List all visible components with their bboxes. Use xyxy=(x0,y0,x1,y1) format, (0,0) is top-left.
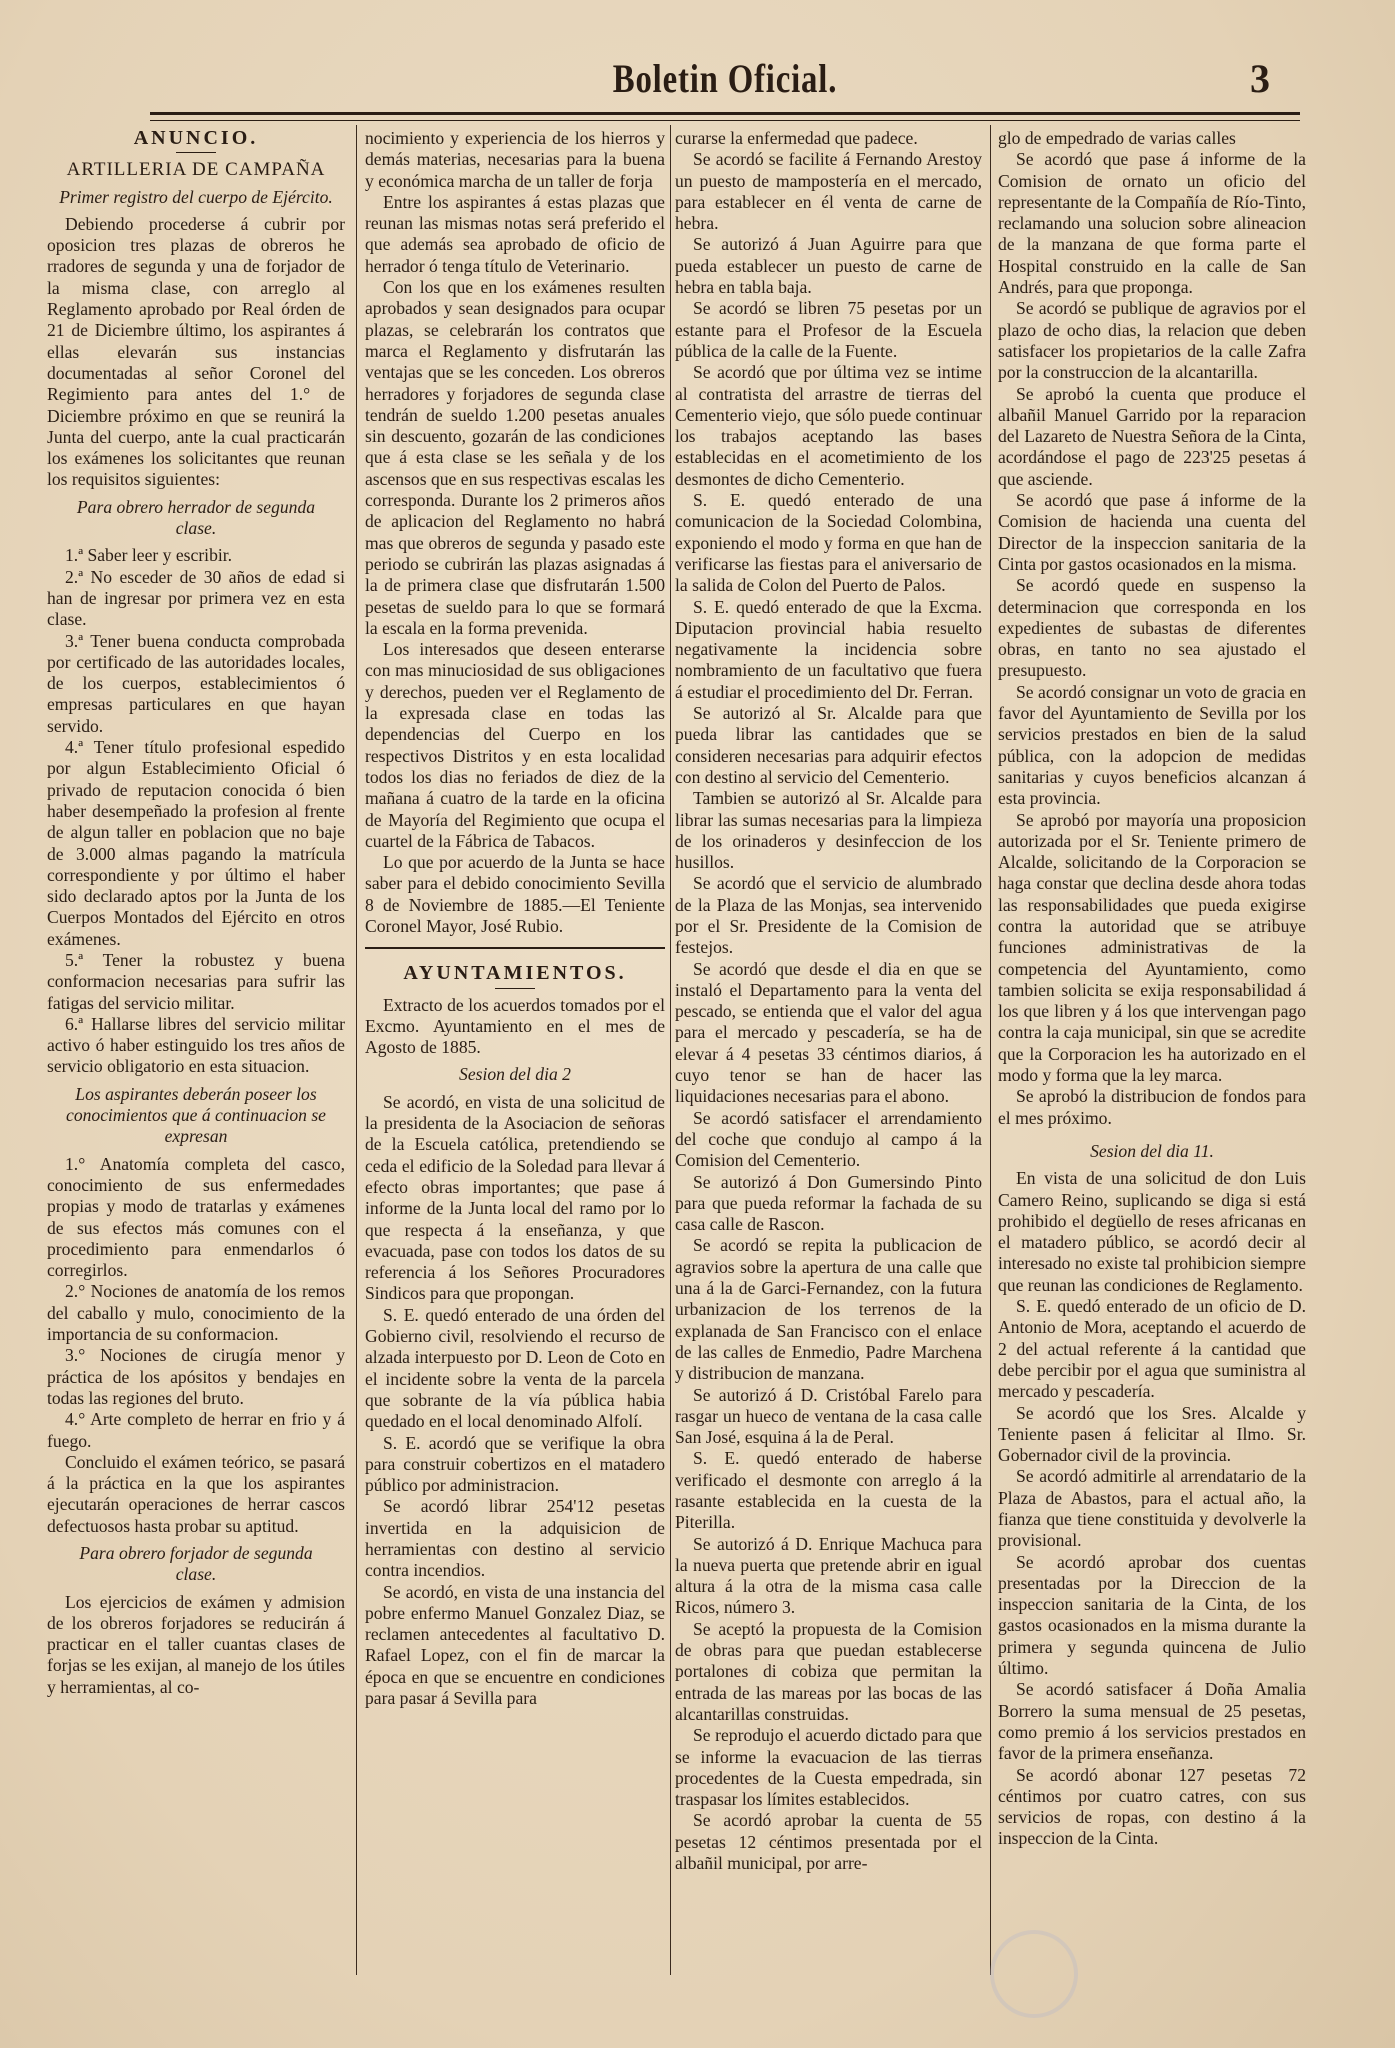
paragraph: Se aprobó la distribucion de fondos para el mes próximo. xyxy=(998,1086,1306,1128)
paragraph: Los interesados que deseen enterarse con mas minuciosidad de sus obligaciones y derechos, pueden ver el Reglamento de la expresada clase en todas las dependencias del Cuerpo en los respectivos Distritos y en esta localidad todos los dias no feriados de diez de la mañana á cuatro de la tarde en la oficina de Mayoría del Regimiento que ocupa el cuartel de la Fábrica de Tabacos. xyxy=(365,639,665,851)
paragraph: Con los que en los exámenes resulten aprobados y sean designados para ocupar plazas, se celebrarán los contratos que marca el Reglamento y disfrutarán las ventajas que se les conceden. Los obreros herradores y forjadores de segunda clase tendrán de sueldo 1.200 pesetas anuales sin descuento, gozarán de las condiciones que á esta clase se les señala y de los ascensos que en sus respectivas escalas les corresponda. Durante los 2 primeros años de aplicacion del Reglamento no habrá mas que obreros de segunda y pasado este periodo se cubrirán las plazas asignadas á la de primera clase que disfrutarán 1.500 pesetas de sueldo para lo que se formará la escala en la forma prevenida. xyxy=(365,277,665,638)
paragraph: Se acordó aprobar la cuenta de 55 pesetas 12 céntimos presentada por el albañil municipal, por arre- xyxy=(675,1810,982,1874)
paragraph: Concluido el exámen teórico, se pasará á la práctica en la que los aspirantes ejecutarán operaciones de herrar cascos defectuosos hasta probar su aptitud. xyxy=(47,1451,345,1536)
knowledge-item: 1.° Anatomía completa del casco, conocimiento de sus enfermedades propias y modo de tratarlas y exámenes de sus efectos más comunes con el procedimiento para enmendarlos ó corregirlos. xyxy=(47,1153,345,1281)
paragraph: Entre los aspirantes á estas plazas que reunan las mismas notas será preferido el que además sea aprobado de oficio de herrador ó tenga título de Veterinario. xyxy=(365,191,665,276)
paragraph: Se acordó admitirle al arrendatario de la Plaza de Abastos, para el actual año, la fianza que tiene constituida y devolverle la provisional. xyxy=(998,1466,1306,1551)
knowledge-item: 4.° Arte completo de herrar en frio y á fuego. xyxy=(47,1409,345,1451)
requirement-item: 4.ª Tener título profesional espedido por algun Establecimiento Oficial ó privado de reputacion conocida ó bien haber desempeñado la profesion al frente de algun taller en poblacion que no baje de 3.000 almas pagando la matrícula correspondiente y por último el haber sido declarado aptos por la Junta de los Cuerpos Montados del Ejército en otros exámenes. xyxy=(47,737,345,949)
paragraph: Se autorizó á D. Enrique Machuca para la nueva puerta que pretende abrir en igual altura á la otra de la misma casa calle Ricos, número 3. xyxy=(675,1533,982,1618)
paragraph: Se acordó se libren 75 pesetas por un estante para el Profesor de la Escuela pública de la calle de la Fuente. xyxy=(675,298,982,361)
paragraph: S. E. quedó enterado de una comunicacion de la Sociedad Colombina, exponiendo el modo y forma en que han de verificarse las fiestas para el aniversario de la salida de Colon del Puerto de Palos. xyxy=(675,490,982,596)
knowledge-item: 2.° Nociones de anatomía de los remos del caballo y mulo, conocimiento de la importancia de su conformacion. xyxy=(47,1281,345,1345)
announcement-heading: ANUNCIO. xyxy=(133,128,259,149)
paragraph: Se acordó satisfacer á Doña Amalia Borrero la suma mensual de 25 pesetas, como premio á los servicios prestados en favor de la primera enseñanza. xyxy=(998,1679,1306,1764)
column-2 xyxy=(365,128,665,1968)
extract-intro: Extracto de los acuerdos tomados por el Excmo. Ayuntamiento en el mes de Agosto de 1885. xyxy=(365,994,665,1058)
paragraph: Se acordó librar 254'12 pesetas invertida en la adquisicion de herramientas con destino al servicio contra incendios. xyxy=(365,1496,665,1581)
paragraph: Se acordó que el servicio de alumbrado de la Plaza de las Monjas, sea intervenido por el Sr. Presidente de la Comision de festejos. xyxy=(675,873,982,958)
paragraph: Se autorizó á Don Gumersindo Pinto para que pueda reformar la fachada de su casa calle de Rascon. xyxy=(675,1171,982,1235)
paragraph: Se reprodujo el acuerdo dictado para que se informe la evacuacion de las tierras procedentes de la Cuesta empedrada, sin traspasar los límites establecidos. xyxy=(675,1725,982,1810)
column-3 xyxy=(675,128,982,1968)
masthead xyxy=(150,55,1300,110)
signature-paragraph: Lo que por acuerdo de la Junta se hace saber para el debido conocimiento Sevilla 8 de Noviembre de 1885.—El Teniente Coronel Mayor, José Rubio. xyxy=(365,852,665,936)
masthead-rule xyxy=(150,112,1300,121)
requirement-item: 1.ª Saber leer y escribir. xyxy=(65,545,233,566)
section-title: Para obrero herrador de segunda clase. xyxy=(76,496,316,539)
paragraph: Se acordó que desde el dia en que se instaló el Departamento para la venta del pescado, se entienda que el valor del agua para el mercado y pescadería, se ha de elevar á 4 pesetas 33 céntimos diarios, á cuyo tenor se han de hacer las liquidaciones necesarias para el abono. xyxy=(675,958,982,1107)
page-number: 3 xyxy=(1250,56,1270,101)
announcement-subheading: ARTILLERIA DE CAMPAÑA xyxy=(66,159,326,181)
paragraph: S. E. acordó que se verifique la obra para construir cobertizos en el matadero público por administracion. xyxy=(365,1432,665,1496)
paragraph: Se acordó satisfacer el arrendamiento del coche que condujo al campo á la Comision del Cementerio. xyxy=(675,1107,982,1171)
column-divider xyxy=(356,125,357,1975)
paragraph: Se acordó quede en suspenso la determinacion que corresponda en los expedientes de subastas de diferentes obras, en tanto no sea ajustado el presupuesto. xyxy=(998,575,1306,681)
paragraph: Se acordó que pase á informe de la Comision de ornato un oficio del representante de la Compañía de Río-Tinto, reclamando una solucion sobre alineacion de la manzana de que forma parte el Hospital construido en la calle de San Andrés, para que proponga. xyxy=(998,149,1306,298)
requirement-item: 5.ª Tener la robustez y buena conformacion necesarias para sufrir las fatigas del servicio militar. xyxy=(47,949,345,1013)
paragraph: Se acordó se repita la publicacion de agravios sobre la apertura de una calle que una á la de Garci-Fernandez, con la futura urbanizacion de los terrenos de la explanada de San Francisco con el enlace de las calles de Enmedio, Padre Marchena y distribucion de manzana. xyxy=(675,1235,982,1384)
paragraph: Se acordó aprobar dos cuentas presentadas por la Direccion de la inspeccion sanitaria de la Cinta, de los gastos ocasionados en la misma durante la primera y segunda quincena de Julio último. xyxy=(998,1551,1306,1679)
paragraph: Se acordó, en vista de una instancia del pobre enfermo Manuel Gonzalez Diaz, se reclamen antecedentes al facultativo D. Rafael Lopez, con el fin de marcar la época en que se encuentre en condiciones para pasar á Sevilla para xyxy=(365,1581,665,1709)
column-1 xyxy=(47,128,345,1968)
column-divider xyxy=(670,125,671,1975)
paragraph: Se aceptó la propuesta de la Comision de obras para que puedan establecerse portalones di cobiza que permitan la entrada de las mareas por las bocas de las alcantarillas construidas. xyxy=(675,1618,982,1724)
paragraph: Se acordó se publique de agravios por el plazo de ocho dias, la relacion que deben satisfacer los propietarios de la calle Zafra por la construccion de la alcantarilla. xyxy=(998,298,1306,383)
paragraph: nocimiento y experiencia de los hierros y demás materias, necesarias para la buena y económica marcha de un taller de forja xyxy=(365,128,665,191)
requirement-item: 3.ª Tener buena conducta comprobada por certificado de las autoridades locales, de los cuerpos, establecimientos ó empresas particulares en que hayan servido. xyxy=(47,630,345,736)
column-divider xyxy=(990,125,991,1975)
paragraph: Se aprobó por mayoría una proposicion autorizada por el Sr. Teniente primero de Alcalde, solicitando de la Corporacion se haga constar que declina desde ahora todas las responsabilidades que pueda exigirse contra la autoridad que se atribuye funciones administrativas de la competencia del Ayuntamiento, como tambien solicita se exija responsabilidad á los que libren y á los que intervengan pago contra la caja municipal, sin que se acredite que la Corporacion les ha autorizado en el modo y forma que la ley marca. xyxy=(998,809,1306,1086)
session-title: Sesion del dia 11. xyxy=(1090,1140,1214,1161)
paragraph: S. E. quedó enterado de una órden del Gobierno civil, resolviendo el recurso de alzada interpuesto por D. Leon de Coto en el incidente sobre la venta de la parcela que sobrante de la vía pública habia quedado en el local denominado Alfolí. xyxy=(365,1304,665,1432)
short-rule xyxy=(495,988,535,989)
section-rule xyxy=(365,947,665,949)
requirement-item: 2.ª No esceder de 30 años de edad si han de ingresar por primera vez en esta clase. xyxy=(47,566,345,630)
paragraph: Se autorizó á Juan Aguirre para que pueda establecer un puesto de carne de hebra en tabla baja. xyxy=(675,234,982,298)
paragraph: Se acordó abonar 127 pesetas 72 céntimos por cuatro catres, con sus servicios de ropas, con destino á la inspeccion de la Cinta. xyxy=(998,1764,1306,1849)
paragraph: Se acordó que los Sres. Alcalde y Teniente pasen á felicitar al Ilmo. Sr. Gobernador civil de la provincia. xyxy=(998,1402,1306,1466)
paragraph: Se acordó que por última vez se intime al contratista del arrastre de tierras del Cementerio viejo, que sólo puede continuar los trabajos aceptando las bases establecidas en el acometimiento de los desmontes de dicho Cementerio. xyxy=(675,362,982,489)
announcement-subtitle: Primer registro del cuerpo de Ejército. xyxy=(59,186,333,207)
paragraph: Se acordó que pase á informe de la Comision de hacienda una cuenta del Director de la inspeccion sanitaria de la Cinta por gastos ocasionados en la misma. xyxy=(998,490,1306,574)
paragraph: Los ejercicios de exámen y admision de los obreros forjadores se reducirán á practicar en el taller cuantas clases de forjas se les exijan, al manejo de los útiles y herramientas, al co- xyxy=(47,1591,345,1697)
publication-title: Boletin Oficial. xyxy=(612,56,838,101)
ayuntamientos-heading: AYUNTAMIENTOS. xyxy=(403,962,627,985)
paragraph: Debiendo procederse á cubrir por oposicion tres plazas de obreros he rradores de segunda y una de forjador de la misma clase, con arreglo al Reglamento aprobado por Real órden de 21 de Diciembre último, los aspirantes á ellas elevarán sus instancias documentadas al señor Coronel del Regimiento para antes del 1.° de Diciembre próximo en que se reunirá la Junta del cuerpo, ante la cual practicarán los exámenes los solicitantes que reunan los requisitos siguientes: xyxy=(47,213,345,490)
section-title: Los aspirantes deberán poseer los conocimientos que á continuacion se expresan xyxy=(66,1083,326,1147)
paragraph: glo de empedrado de varias calles xyxy=(998,128,1236,148)
seal-icon xyxy=(990,1930,1078,2018)
paragraph: Se acordó consignar un voto de gracia en favor del Ayuntamiento de Sevilla por los servicios prestados en bien de la salud pública, con la adopcion de medidas sanitarias y cuyos beneficios alcanzan á esta provincia. xyxy=(998,681,1306,809)
knowledge-item: 3.° Nociones de cirugía menor y práctica de los apósitos y bendajes en todas las regiones del bruto. xyxy=(47,1345,345,1408)
paragraph: Se aprobó la cuenta que produce el albañil Manuel Garrido por la reparacion del Lazareto de Nuestra Señora de la Cinta, acordándose el pago de 223'25 pesetas á que asciende. xyxy=(998,383,1306,489)
paragraph: S. E. quedó enterado de un oficio de D. Antonio de Mora, aceptando el acuerdo de 2 del actual referente á la cantidad que debe percibir por el agua que suministra al mercado y pescadería. xyxy=(998,1296,1306,1402)
paragraph: Se autorizó al Sr. Alcalde para que pueda librar las cantidades que se consideren necesarias para adquirir efectos con destino al servicio del Cementerio. xyxy=(675,703,982,787)
archive-watermark xyxy=(990,1930,1320,2020)
section-title: Para obrero forjador de segunda clase. xyxy=(79,1543,313,1585)
paragraph: Se acordó, en vista de una solicitud de la presidenta de la Asociacion de señoras de la Escuela católica, pretendiendo se ceda el edificio de la Soledad para llevar á efecto obras importantes; que pase á informe de la Junta local del ramo por lo que respecta á la enseñanza, y que evacuada, pase con todos los datos de su referencia á los Señores Procuradores Sindicos para que propongan. xyxy=(365,1091,665,1304)
paragraph: S. E. quedó enterado de que la Excma. Diputacion provincial habia resuelto negativamente la incidencia sobre nombramiento de un facultativo que fuera á estudiar el procedimiento del Dr. Ferran. xyxy=(675,596,982,702)
column-4 xyxy=(998,128,1306,1968)
paragraph: curarse la enfermedad que padece. xyxy=(675,128,918,148)
paragraph: Se autorizó á D. Cristóbal Farelo para rasgar un hueco de ventana de la casa calle San José, esquina á la de Peral. xyxy=(675,1384,982,1448)
paragraph: En vista de una solicitud de don Luis Camero Reino, suplicando se diga si está prohibido el degüello de reses africanas en el matadero público, se acordó decir al interesado no existe tal prohibicion siempre que reunan las condiciones de Reglamento. xyxy=(998,1168,1306,1295)
paragraph: Se acordó se facilite á Fernando Arestoy un puesto de mampostería en el mercado, para establecer en él venta de carne de hebra. xyxy=(675,149,982,234)
requirement-item: 6.ª Hallarse libres del servicio militar activo ó haber estinguido los tres años de servicio obligatorio en esta situacion. xyxy=(47,1013,345,1077)
paragraph: Tambien se autorizó al Sr. Alcalde para librar las sumas necesarias para la limpieza de los orinaderos y desinfeccion de los husillos. xyxy=(675,788,982,873)
session-title: Sesion del dia 2 xyxy=(459,1064,571,1085)
paragraph: S. E. quedó enterado de haberse verificado el desmonte con arreglo á la rasante establecida en la cuesta de la Piterilla. xyxy=(675,1448,982,1533)
short-rule xyxy=(176,152,216,153)
